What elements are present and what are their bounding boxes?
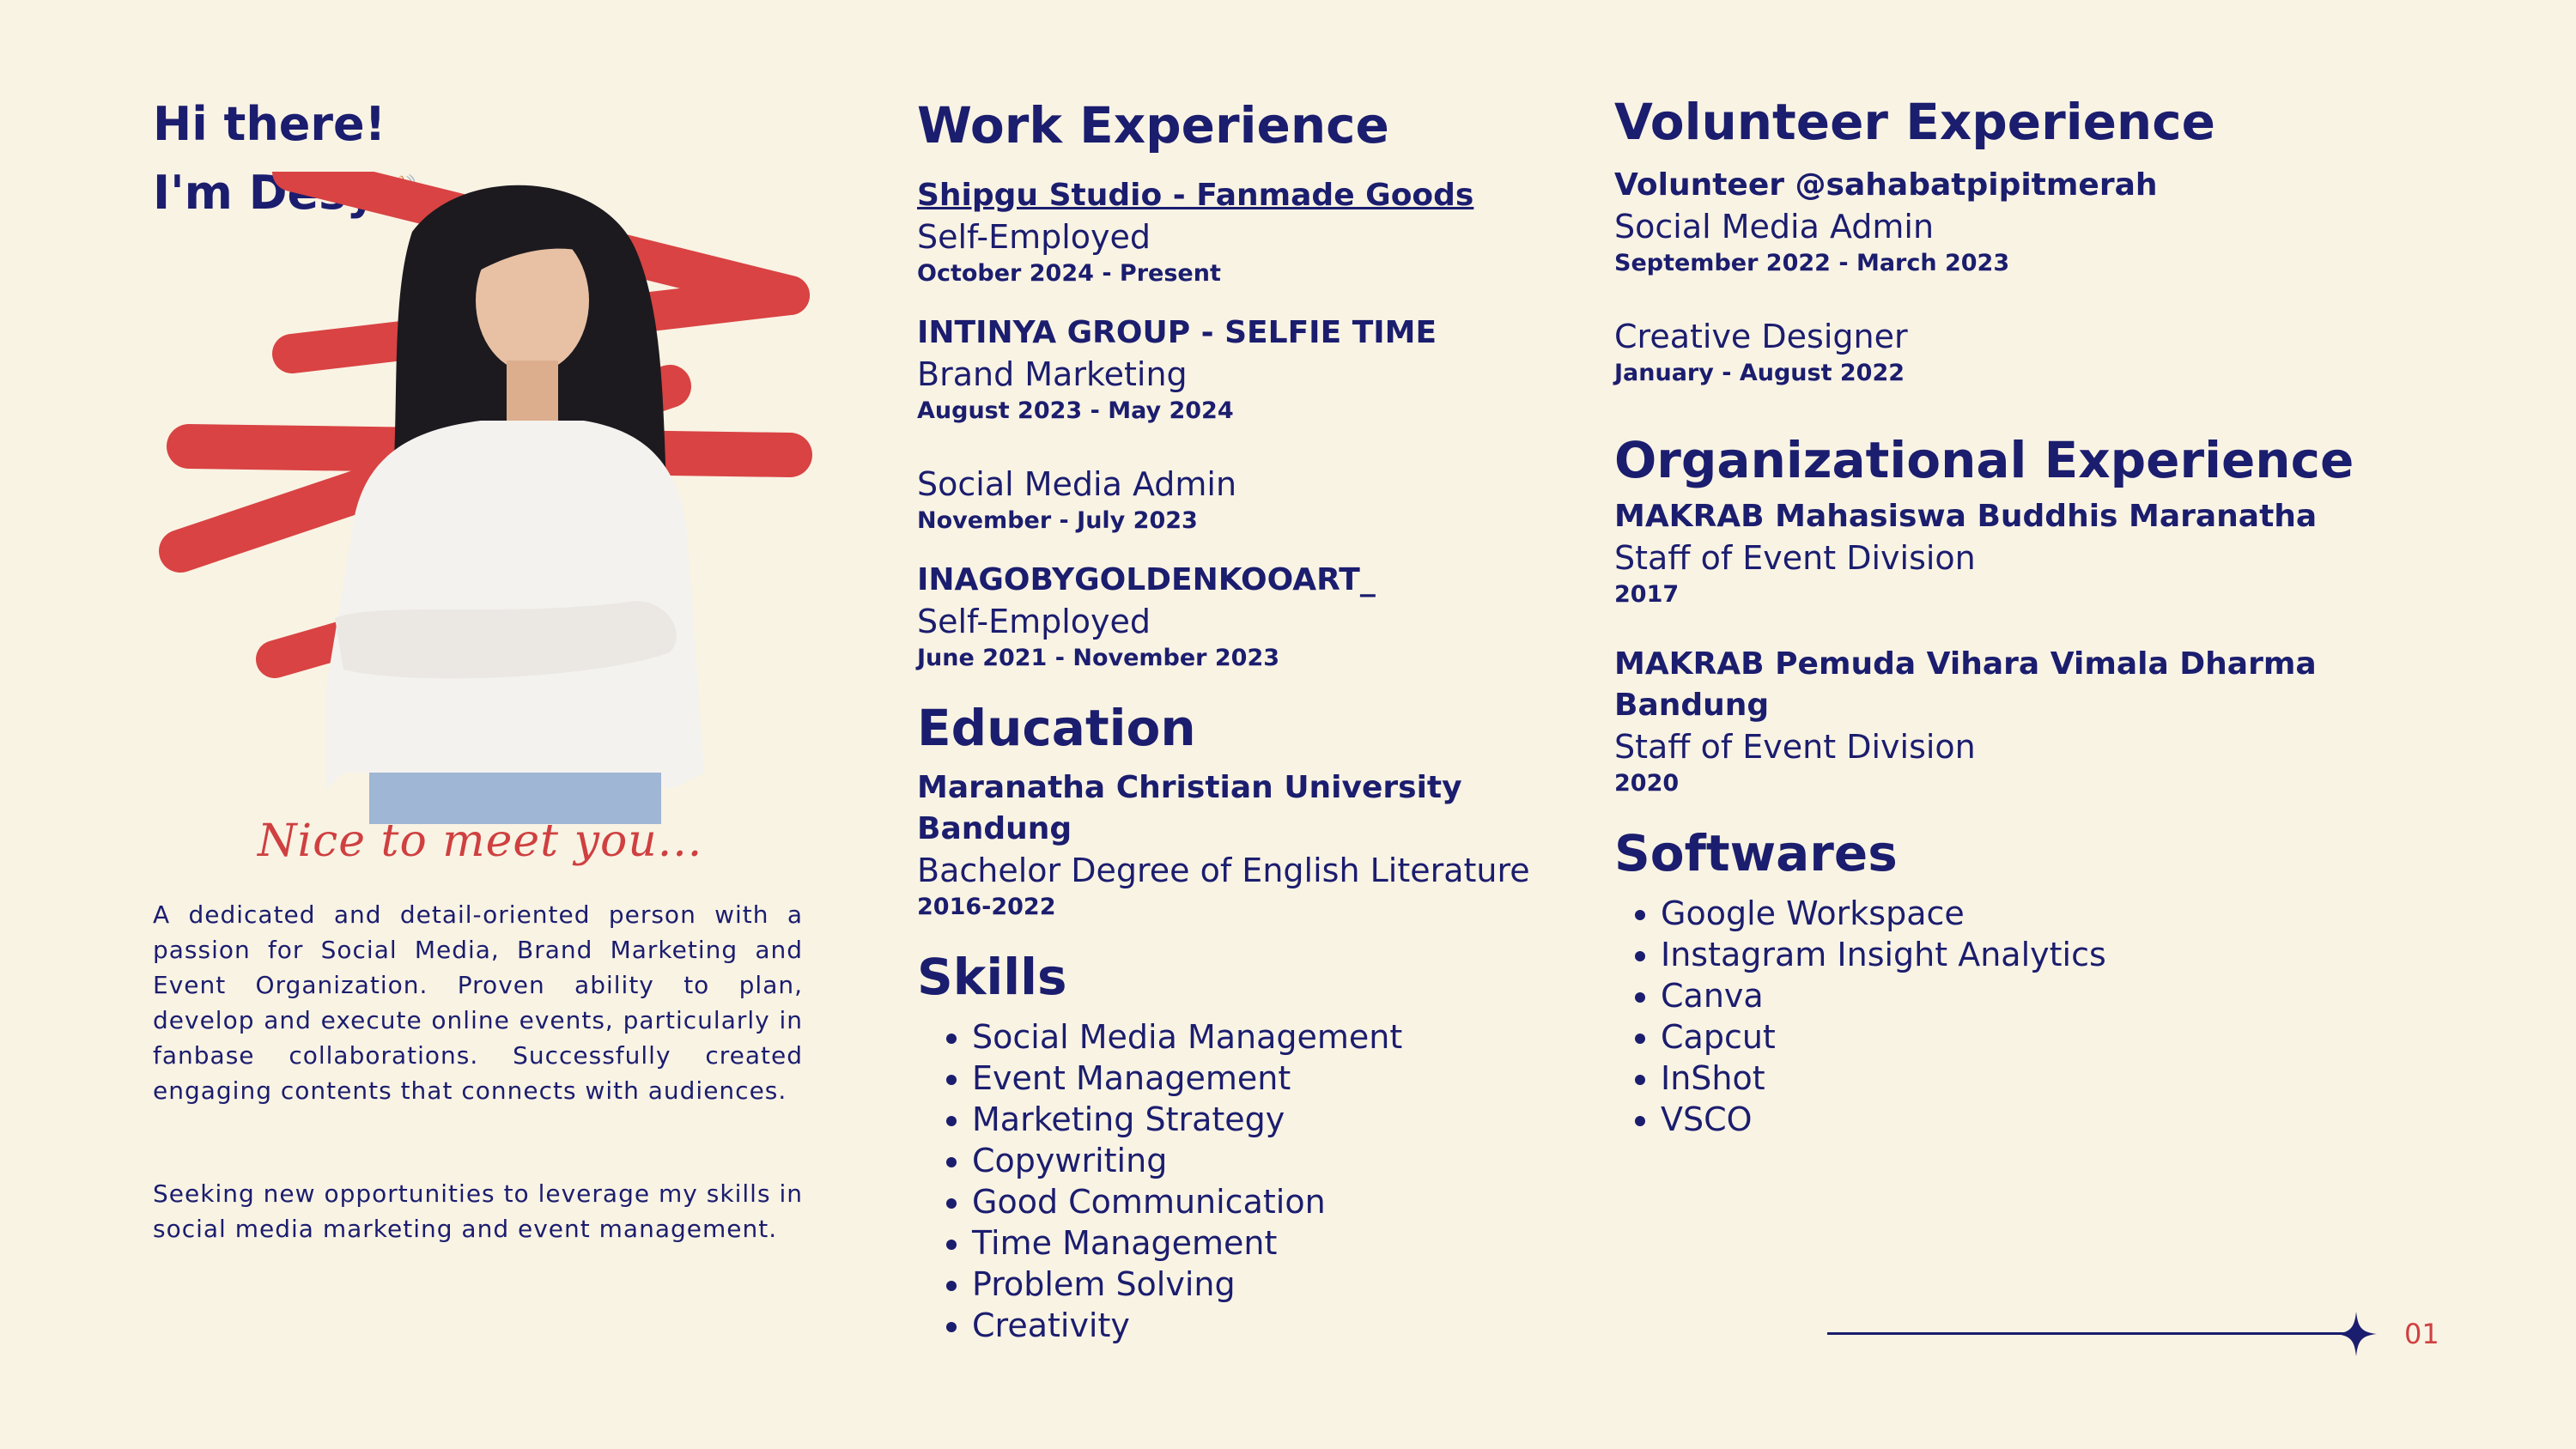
org-role: Staff of Event Division [1614,539,1976,577]
bio-paragraph-1: A dedicated and detail-oriented person with a passion for Social Media, Brand Marketing and Event Organization. Proven ability to plan, develop and execute online events, particularly in fanbase collaborations. Successfully created engaging contents that connects with audiences. [153,900,803,1105]
work-org: INAGOBYGOLDENKOOART_ [917,562,1376,597]
list-item: • Event Management [972,1058,1570,1099]
work-date: August 2023 - May 2024 [917,397,1234,424]
softwares-list [1614,893,2473,1140]
list-item: • Copywriting [972,1140,1570,1181]
list-item: • Time Management [972,1222,1570,1264]
volunteer-role: Creative Designer [1614,318,1908,355]
volunteer-role: Social Media Admin [1614,208,1935,246]
work-date: November - July 2023 [917,507,1198,534]
org-name: MAKRAB Pemuda Vihara Vimala Dharma Bandung [1614,646,2317,723]
right-column [1614,91,2473,1140]
list-item: • Canva [1661,975,2473,1016]
footer-divider [1827,1332,2355,1335]
greeting-line1: Hi there! [153,97,386,151]
list-item: • VSCO [1661,1099,2473,1140]
organizational-title: Organizational Experience [1614,431,2354,489]
list-item: • Capcut [1661,1016,2473,1058]
work-role: Self-Employed [917,603,1151,640]
work-experience-title: Work Experience [917,96,1389,155]
list-item: • Google Workspace [1661,893,2473,934]
work-org: INTINYA GROUP - SELFIE TIME [917,315,1437,350]
work-entry [917,175,1570,290]
work-date: October 2024 - Present [917,260,1221,287]
bio-paragraph-2: Seeking new opportunities to leverage my skills in social media marketing and event management. [153,1179,803,1243]
work-role: Self-Employed [917,218,1151,256]
portrait-illustration [155,172,824,824]
waving-hand-icon: 👋🏻 [376,172,426,218]
nice-to-meet-you: Nice to meet you... [258,815,703,867]
page-number: 01 [2404,1318,2439,1350]
list-item: • InShot [1661,1058,2473,1099]
org-role: Staff of Event Division [1614,728,1976,766]
middle-column [917,94,1570,1346]
org-name: MAKRAB Mahasiswa Buddhis Maranatha [1614,499,2318,534]
degree: Bachelor Degree of English Literature [917,852,1530,889]
volunteer-date: January - August 2022 [1614,360,1905,386]
education-title: Education [917,699,1196,757]
person-photo [326,185,704,824]
work-entry [917,464,1570,537]
work-entry [917,560,1570,675]
list-item: • Creativity [972,1305,1570,1346]
volunteer-org: Volunteer @sahabatpipitmerah [1614,167,2158,203]
work-entry [917,312,1570,427]
list-item: • Good Communication [972,1181,1570,1222]
list-item: • Instagram Insight Analytics [1661,934,2473,975]
org-date: 2020 [1614,770,1680,797]
school-name: Maranatha Christian University [917,770,1462,805]
softwares-title: Softwares [1614,824,1898,882]
greeting-line2: I'm Desy [153,166,377,220]
list-item: • Problem Solving [972,1264,1570,1305]
school-city: Bandung [917,811,1072,846]
education-date: 2016-2022 [917,894,1056,920]
work-role: Social Media Admin [917,465,1237,503]
org-date: 2017 [1614,581,1680,608]
work-role: Brand Marketing [917,355,1188,393]
work-date: June 2021 - November 2023 [917,645,1280,671]
list-item: • Marketing Strategy [972,1099,1570,1140]
work-org-link[interactable]: Shipgu Studio - Fanmade Goods [917,178,1474,213]
skills-list [917,1016,1570,1346]
sparkle-icon [2336,1312,2377,1356]
skills-title: Skills [917,948,1067,1006]
list-item: • Social Media Management [972,1016,1570,1058]
volunteer-title: Volunteer Experience [1614,93,2215,151]
volunteer-date: September 2022 - March 2023 [1614,250,2010,276]
